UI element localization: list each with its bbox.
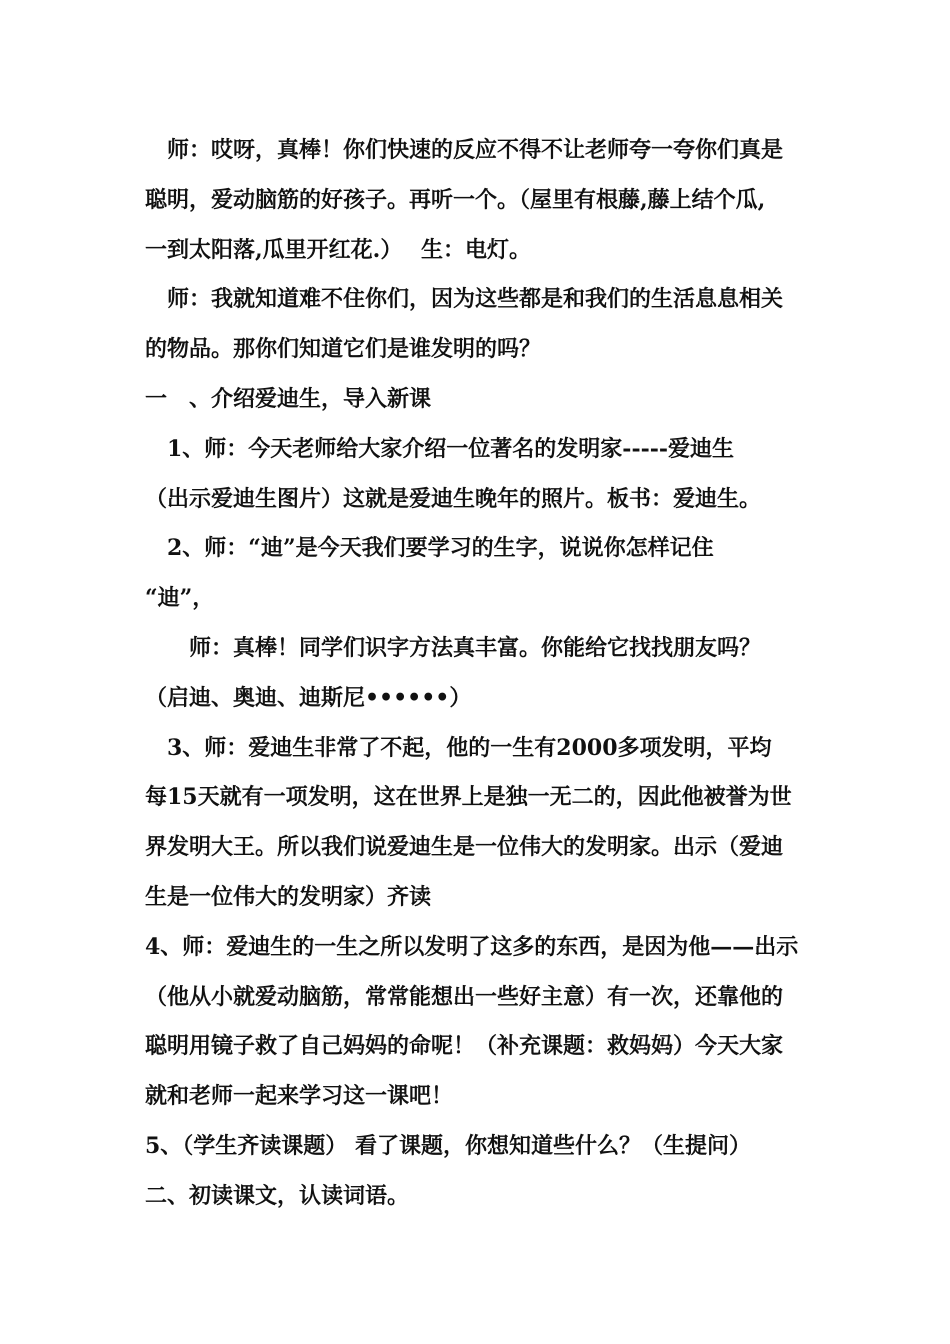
text-line: 就和老师一起来学习这一课吧！	[145, 1083, 454, 1110]
text-line: 3、师：爱迪生非常了不起，他的一生有2000多项发明，平均	[145, 734, 772, 761]
text-line: 的物品。那你们知道它们是谁发明的吗？	[145, 336, 542, 363]
text-line: 聪明用镜子救了自己妈妈的命呢！（补充课题：救妈妈）今天大家	[145, 1033, 784, 1060]
text-line: 每15天就有一项发明，这在世界上是独一无二的，因此他被誉为世	[145, 784, 792, 811]
text-line: 5、（学生齐读课题） 看了课题，你想知道些什么？（生提问）	[145, 1132, 751, 1159]
text-line: 聪明，爱动脑筋的好孩子。再听一个。（屋里有根藤,藤上结个瓜,	[145, 186, 766, 213]
section-heading: 二、初读课文，认读词语。	[145, 1182, 410, 1209]
text-line: 生是一位伟大的发明家）齐读	[145, 883, 432, 910]
section-heading: 一 、介绍爱迪生，导入新课	[145, 385, 432, 412]
text-line: 一到太阳落,瓜里开红花.） 生：电灯。	[145, 236, 531, 263]
text-line: 界发明大王。所以我们说爱迪生是一位伟大的发明家。出示（爱迪	[145, 834, 784, 861]
text-line: 师：我就知道难不住你们，因为这些都是和我们的生活息息相关	[145, 286, 784, 313]
text-line: （出示爱迪生图片）这就是爱迪生晚年的照片。板书：爱迪生。	[145, 485, 762, 512]
text-line: （启迪、奥迪、迪斯尼••••••）	[145, 684, 472, 711]
text-line: 4、师：爱迪生的一生之所以发明了这多的东西，是因为他——出示	[145, 933, 799, 960]
text-line: 师：哎呀，真棒！你们快速的反应不得不让老师夸一夸你们真是	[145, 137, 784, 163]
text-line: “迪”，	[145, 585, 215, 612]
text-line: 2、师：“迪”是今天我们要学习的生字，说说你怎样记住	[145, 535, 714, 562]
text-line: （他从小就爱动脑筋，常常能想出一些好主意）有一次，还靠他的	[145, 983, 784, 1010]
text-line: 师：真棒！同学们识字方法真丰富。你能给它找找朋友吗？	[145, 634, 762, 661]
text-line: 1、师：今天老师给大家介绍一位著名的发明家-----爱迪生	[145, 435, 734, 462]
document-body	[145, 126, 815, 1222]
